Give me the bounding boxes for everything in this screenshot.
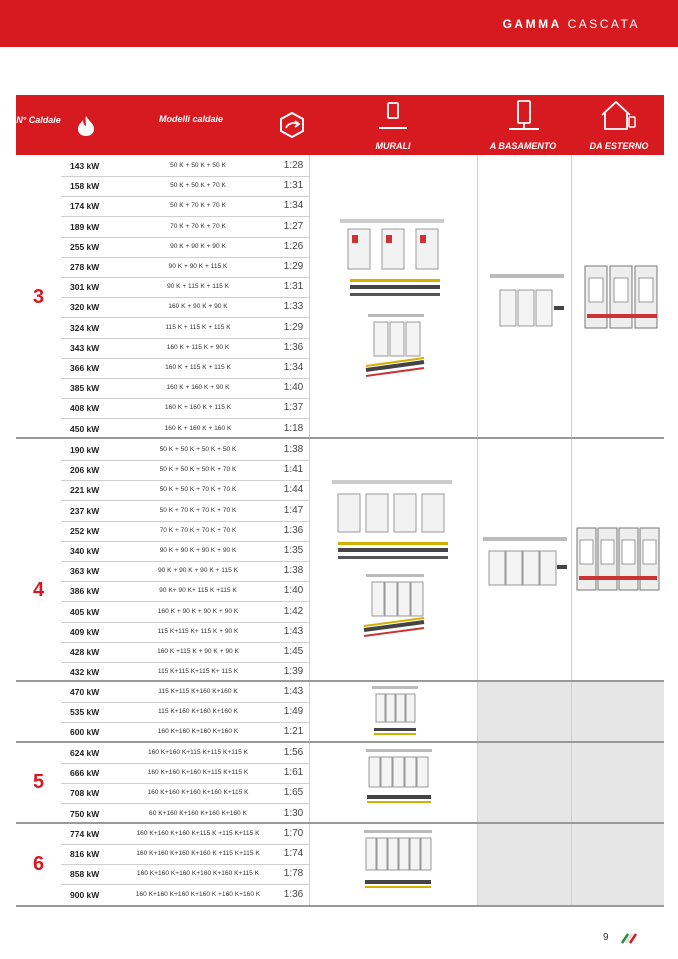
table-row	[61, 358, 309, 379]
power-value: 385 kW	[70, 383, 100, 394]
table-row	[61, 844, 309, 865]
power-value: 432 kW	[70, 667, 100, 678]
table-row	[61, 783, 309, 804]
wall-cascade-3-compact-illustration	[364, 310, 428, 382]
power-value: 708 kW	[70, 788, 100, 799]
model-combination: 160 K+160 K+160 K+160 K +115 K+115 K	[136, 850, 260, 858]
power-value: 221 kW	[70, 485, 100, 496]
power-value: 900 kW	[70, 889, 100, 900]
outdoor-cascade-4-illustration	[575, 524, 661, 594]
group-number: 5	[32, 771, 45, 793]
modulation-ratio: 1:47	[283, 504, 304, 516]
model-combination: 90 K + 115 K + 115 K	[166, 283, 230, 291]
model-combination: 160 K+160 K+160 K+115 K+115 K	[147, 769, 249, 777]
table-row	[61, 682, 309, 703]
modulation-ratio: 1:31	[283, 180, 304, 192]
table-row	[61, 257, 309, 278]
modulation-ratio: 1:42	[283, 605, 304, 617]
power-value: 158 kW	[70, 181, 100, 192]
table-row	[61, 196, 309, 217]
table-row	[61, 419, 309, 439]
power-value: 340 kW	[70, 546, 100, 556]
modulation-ratio: 1:36	[283, 341, 304, 353]
wall-cascade-4-illustration	[330, 476, 455, 564]
model-combination: 50 K + 70 K + 70 K	[170, 202, 226, 210]
modulation-ratio: 1:78	[283, 868, 304, 880]
modulation-ratio: 1:34	[283, 200, 304, 212]
table-row	[61, 338, 309, 359]
power-value: 143 kW	[70, 161, 100, 171]
table-row	[61, 561, 309, 582]
model-combination: 115 K+115 K+ 115 K + 90 K	[157, 627, 239, 635]
power-value: 816 kW	[70, 849, 100, 860]
modulation-ratio: 1:56	[283, 747, 304, 758]
power-value: 190 kW	[70, 445, 100, 455]
table-row	[61, 804, 309, 824]
power-value: 409 kW	[70, 626, 100, 637]
modulation-ratio: 1:44	[283, 484, 304, 496]
power-value: 252 kW	[70, 525, 100, 536]
col-models-label: Modelli caldaie	[158, 114, 224, 124]
floor-cascade-3-illustration	[488, 272, 568, 330]
wall-cascade-4-high-power-illustration	[370, 684, 420, 740]
power-value: 858 kW	[70, 869, 100, 880]
model-combination: 70 K + 70 K + 70 K + 70 K	[159, 526, 237, 534]
table-row	[61, 702, 309, 723]
table-row	[61, 824, 309, 845]
table-row	[61, 501, 309, 522]
modulation-ratio: 1:21	[283, 726, 304, 738]
power-value: 189 kW	[70, 221, 100, 232]
power-value: 366 kW	[70, 363, 100, 373]
table-row	[61, 622, 309, 643]
table-row	[61, 277, 309, 298]
model-combination: 70 K + 70 K + 70 K	[170, 222, 226, 230]
modulation-ratio: 1:29	[283, 321, 304, 333]
table-row	[61, 156, 309, 177]
modulation-ratio: 1:41	[283, 464, 304, 476]
power-value: 750 kW	[70, 808, 100, 819]
model-combination: 50 K + 50 K + 50 K + 70 K	[159, 466, 237, 474]
group-number: 4	[32, 579, 45, 601]
power-value: 237 kW	[70, 505, 100, 516]
modulation-ratio: 1:18	[283, 422, 304, 434]
power-value: 428 kW	[70, 647, 100, 657]
table-row	[61, 318, 309, 339]
wall-cascade-5-illustration	[364, 747, 434, 809]
model-combination: 60 K+160 K+160 K+160 K+160 K	[149, 809, 247, 817]
model-combination: 90 K + 90 K + 90 K	[170, 242, 226, 250]
table-row	[61, 541, 309, 562]
modulation-ratio: 1:38	[283, 444, 304, 455]
model-combination: 90 K+ 90 K+ 115 K +115 K	[159, 587, 237, 595]
table-row	[61, 885, 309, 905]
model-combination: 160 K+160 K+160 K+160 K +160 K+160 K	[135, 890, 261, 898]
modulation-ratio: 1:38	[283, 565, 304, 577]
power-value: 774 kW	[70, 829, 100, 839]
power-value: 324 kW	[70, 322, 100, 333]
flame-icon	[76, 115, 96, 137]
modulation-ratio: 1:61	[283, 767, 304, 779]
model-combination: 160 K + 90 K + 90 K	[168, 303, 228, 311]
model-combination: 160 K + 115 K + 90 K	[166, 343, 230, 351]
table-row	[61, 378, 309, 399]
modulation-ratio: 1:40	[283, 585, 304, 597]
power-value: 405 kW	[70, 606, 100, 617]
page-number: 9	[603, 932, 609, 943]
wall-cascade-4-compact-illustration	[362, 570, 428, 642]
col-count-label: N° Caldaie	[16, 115, 61, 125]
modulation-ratio: 1:36	[283, 888, 304, 900]
table-row	[61, 440, 309, 461]
power-value: 535 kW	[70, 707, 100, 718]
modulation-ratio: 1:43	[283, 625, 304, 637]
model-combination: 160 K+160 K+160 K+160 K	[157, 728, 239, 736]
table-row	[61, 297, 309, 318]
model-combination: 50 K + 50 K + 70 K	[170, 182, 226, 190]
group-number: 3	[32, 286, 45, 308]
modulation-ratio: 1:30	[283, 807, 304, 819]
model-combination: 160 K+160 K+160 K+160 K+160 K+115 K	[136, 870, 260, 878]
efficiency-icon	[278, 111, 306, 139]
table-row	[61, 642, 309, 663]
wall-boiler-icon	[376, 101, 410, 131]
modulation-ratio: 1:31	[283, 281, 304, 293]
wall-cascade-3-illustration	[338, 215, 448, 303]
model-combination: 160 K + 115 K + 115 K	[165, 364, 231, 371]
modulation-ratio: 1:36	[283, 524, 304, 536]
table-row	[61, 480, 309, 501]
model-combination: 90 K + 90 K + 90 K + 115 K	[158, 567, 238, 575]
table-row	[61, 743, 309, 764]
col-esterno-label: DA ESTERNO	[589, 141, 649, 151]
modulation-ratio: 1:65	[283, 787, 304, 799]
modulation-ratio: 1:29	[283, 261, 304, 272]
model-combination: 50 K + 50 K + 50 K + 50 K	[159, 446, 237, 453]
table-row	[61, 763, 309, 784]
model-combination: 50 K + 50 K + 50 K	[170, 162, 226, 169]
modulation-ratio: 1:28	[283, 160, 304, 171]
power-value: 301 kW	[70, 282, 100, 293]
model-combination: 160 K +115 K + 90 K + 90 K	[157, 648, 239, 655]
modulation-ratio: 1:33	[283, 301, 304, 313]
outdoor-house-icon	[598, 99, 638, 133]
outdoor-cascade-3-illustration	[583, 262, 661, 332]
model-combination: 115 K+160 K+160 K+160 K	[158, 708, 238, 716]
col-murali-label: MURALI	[375, 141, 411, 151]
section-title: GAMMA CASCATA	[502, 17, 640, 31]
power-value: 278 kW	[70, 262, 100, 272]
group-number: 6	[32, 853, 45, 875]
power-value: 320 kW	[70, 302, 100, 313]
modulation-ratio: 1:37	[283, 402, 304, 414]
power-value: 174 kW	[70, 201, 100, 212]
modulation-ratio: 1:70	[283, 828, 304, 839]
power-value: 408 kW	[70, 403, 100, 414]
model-combination: 115 K+115 K+160 K+160 K	[158, 688, 238, 695]
col-basamento-label: A BASAMENTO	[489, 141, 557, 151]
modulation-ratio: 1:43	[283, 686, 304, 697]
model-combination: 160 K + 160 K + 90 K	[166, 384, 230, 392]
table-row	[61, 521, 309, 542]
table-row	[61, 217, 309, 238]
model-combination: 160 K + 90 K + 90 K + 90 K	[157, 607, 239, 615]
wall-cascade-6-illustration	[362, 828, 434, 894]
power-value: 600 kW	[70, 727, 100, 738]
modulation-ratio: 1:40	[283, 382, 304, 394]
modulation-ratio: 1:45	[283, 646, 304, 657]
modulation-ratio: 1:49	[283, 706, 304, 718]
table-row	[61, 722, 309, 742]
table-row	[61, 864, 309, 885]
floor-cascade-4-illustration	[481, 535, 571, 589]
modulation-ratio: 1:27	[283, 220, 304, 232]
power-value: 386 kW	[70, 586, 100, 597]
table-row	[61, 581, 309, 602]
model-combination: 160 K+160 K+160 K+160 K+115 K	[147, 789, 249, 797]
modulation-ratio: 1:74	[283, 848, 304, 860]
power-value: 666 kW	[70, 768, 100, 779]
model-combination: 115 K + 115 K + 115 K	[165, 323, 231, 331]
modulation-ratio: 1:35	[283, 545, 304, 556]
model-combination: 50 K + 50 K + 70 K + 70 K	[159, 486, 237, 494]
table-row	[61, 662, 309, 682]
top-banner	[0, 0, 678, 47]
power-value: 255 kW	[70, 241, 100, 252]
model-combination: 160 K+160 K+160 K+115 K +115 K+115 K	[136, 830, 260, 837]
power-value: 470 kW	[70, 687, 100, 697]
power-value: 343 kW	[70, 342, 100, 353]
modulation-ratio: 1:26	[283, 240, 304, 252]
model-combination: 90 K + 90 K + 115 K	[168, 263, 228, 270]
model-combination: 160 K + 160 K + 160 K	[164, 424, 232, 432]
power-value: 363 kW	[70, 566, 100, 577]
model-combination: 115 K+115 K+115 K+ 115 K	[157, 668, 239, 676]
model-combination: 160 K+160 K+115 K+115 K+115 K	[147, 749, 249, 756]
table-row	[61, 602, 309, 623]
power-value: 624 kW	[70, 748, 100, 758]
table-header	[16, 95, 664, 155]
table-row	[61, 398, 309, 419]
table-row	[61, 237, 309, 258]
modulation-ratio: 1:39	[283, 666, 304, 678]
table-row	[61, 460, 309, 481]
italian-flag-logo-icon	[620, 931, 638, 945]
table-row	[61, 176, 309, 197]
floor-boiler-icon	[506, 99, 542, 133]
model-combination: 90 K + 90 K + 90 K + 90 K	[159, 547, 237, 554]
modulation-ratio: 1:34	[283, 362, 304, 373]
model-combination: 50 K + 70 K + 70 K + 70 K	[159, 506, 237, 514]
power-value: 450 kW	[70, 423, 100, 434]
power-value: 206 kW	[70, 465, 100, 476]
model-combination: 160 K + 160 K + 115 K	[164, 404, 232, 412]
